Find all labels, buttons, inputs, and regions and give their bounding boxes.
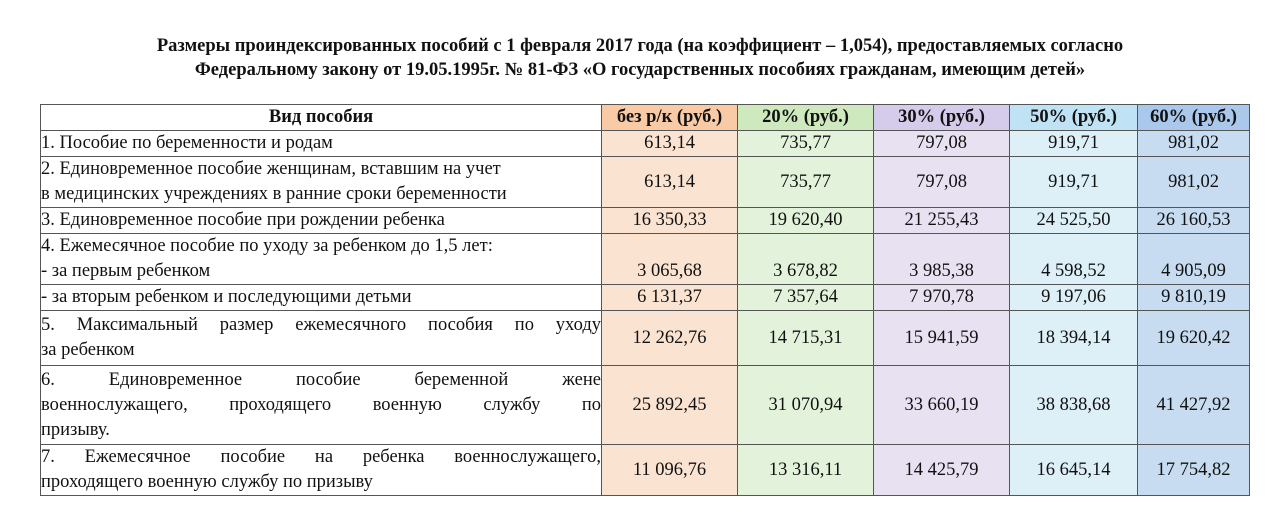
value-50-percent: 4 598,52 <box>1010 234 1138 285</box>
value-60-percent: 41 427,92 <box>1138 366 1250 445</box>
value-60-percent: 9 810,19 <box>1138 285 1250 311</box>
value-20-percent: 19 620,40 <box>738 208 874 234</box>
value-20-percent: 14 715,31 <box>738 311 874 366</box>
table-row <box>41 445 1250 496</box>
value-60-percent: 17 754,82 <box>1138 445 1250 496</box>
value-50-percent: 919,71 <box>1010 157 1138 208</box>
value-30-percent: 3 985,38 <box>874 234 1010 285</box>
benefit-name <box>41 311 602 366</box>
table-header-row <box>41 105 1250 131</box>
benefit-name-line: 5. Максимальный размер ежемесячного пособия по уходу <box>41 315 601 335</box>
benefit-name-line: в медицинских учреждениях в ранние сроки беременности <box>41 184 507 204</box>
benefit-name-line: 4. Ежемесячное пособие по уходу за ребенком до 1,5 лет: <box>41 236 493 256</box>
benefit-name-line: 7. Ежемесячное пособие на ребенка военнослужащего, <box>41 447 601 467</box>
value-base: 25 892,45 <box>602 366 738 445</box>
table-row <box>41 208 1250 234</box>
value-60-percent: 981,02 <box>1138 131 1250 157</box>
header-60-percent: 60% (руб.) <box>1138 105 1250 131</box>
value-base: 613,14 <box>602 157 738 208</box>
header-20-percent: 20% (руб.) <box>738 105 874 131</box>
benefit-name-line: призыву. <box>41 419 110 440</box>
value-50-percent: 919,71 <box>1010 131 1138 157</box>
value-50-percent: 18 394,14 <box>1010 311 1138 366</box>
value-20-percent: 13 316,11 <box>738 445 874 496</box>
benefit-name <box>41 445 602 496</box>
document-title <box>0 34 1280 82</box>
value-30-percent: 797,08 <box>874 131 1010 157</box>
value-50-percent: 16 645,14 <box>1010 445 1138 496</box>
benefit-name <box>41 234 602 285</box>
value-20-percent: 735,77 <box>738 157 874 208</box>
header-30-percent: 30% (руб.) <box>874 105 1010 131</box>
benefit-name <box>41 157 602 208</box>
benefit-name-line: 1. Пособие по беременности и родам <box>41 133 333 153</box>
table-row <box>41 131 1250 157</box>
benefit-name-line: - за вторым ребенком и последующими детьми <box>41 287 412 307</box>
value-60-percent: 19 620,42 <box>1138 311 1250 366</box>
value-30-percent: 33 660,19 <box>874 366 1010 445</box>
benefit-name <box>41 131 602 157</box>
benefit-name <box>41 208 602 234</box>
value-30-percent: 7 970,78 <box>874 285 1010 311</box>
table-row <box>41 285 1250 311</box>
benefit-name <box>41 366 602 445</box>
benefit-name <box>41 285 602 311</box>
value-50-percent: 24 525,50 <box>1010 208 1138 234</box>
title-line-2: Федеральному закону от 19.05.1995г. № 81-ФЗ «О государственных пособиях гражданам, имеющим детей» <box>194 60 1086 80</box>
value-30-percent: 14 425,79 <box>874 445 1010 496</box>
value-base: 16 350,33 <box>602 208 738 234</box>
value-base: 3 065,68 <box>602 234 738 285</box>
value-30-percent: 15 941,59 <box>874 311 1010 366</box>
value-base: 613,14 <box>602 131 738 157</box>
value-30-percent: 21 255,43 <box>874 208 1010 234</box>
header-50-percent: 50% (руб.) <box>1010 105 1138 131</box>
value-20-percent: 3 678,82 <box>738 234 874 285</box>
value-base: 11 096,76 <box>602 445 738 496</box>
benefit-name-line: 6. Единовременное пособие беременной жене <box>41 369 601 390</box>
value-20-percent: 735,77 <box>738 131 874 157</box>
benefit-name-line: 2. Единовременное пособие женщинам, вставшим на учет <box>41 159 501 179</box>
table-row <box>41 157 1250 208</box>
benefit-name-line: проходящего военную службу по призыву <box>41 472 373 492</box>
table-row <box>41 366 1250 445</box>
value-base: 6 131,37 <box>602 285 738 311</box>
table-row <box>41 234 1250 285</box>
benefit-name-line: за ребенком <box>41 340 135 360</box>
value-base: 12 262,76 <box>602 311 738 366</box>
benefit-name-line: 3. Единовременное пособие при рождении ребенка <box>41 210 445 230</box>
benefit-name-line: военнослужащего, проходящего военную службу по <box>41 394 601 415</box>
value-50-percent: 9 197,06 <box>1010 285 1138 311</box>
value-60-percent: 981,02 <box>1138 157 1250 208</box>
value-60-percent: 4 905,09 <box>1138 234 1250 285</box>
table-row <box>41 311 1250 366</box>
header-benefit-type: Вид пособия <box>41 105 602 131</box>
value-20-percent: 31 070,94 <box>738 366 874 445</box>
value-50-percent: 38 838,68 <box>1010 366 1138 445</box>
value-30-percent: 797,08 <box>874 157 1010 208</box>
value-60-percent: 26 160,53 <box>1138 208 1250 234</box>
benefits-table <box>40 104 1250 496</box>
benefit-name-line: - за первым ребенком <box>41 261 211 281</box>
title-line-1: Размеры проиндексированных пособий с 1 февраля 2017 года (на коэффициент – 1,054), предоставляемых согласно <box>156 36 1124 56</box>
header-base-rate: без р/к (руб.) <box>602 105 738 131</box>
value-20-percent: 7 357,64 <box>738 285 874 311</box>
